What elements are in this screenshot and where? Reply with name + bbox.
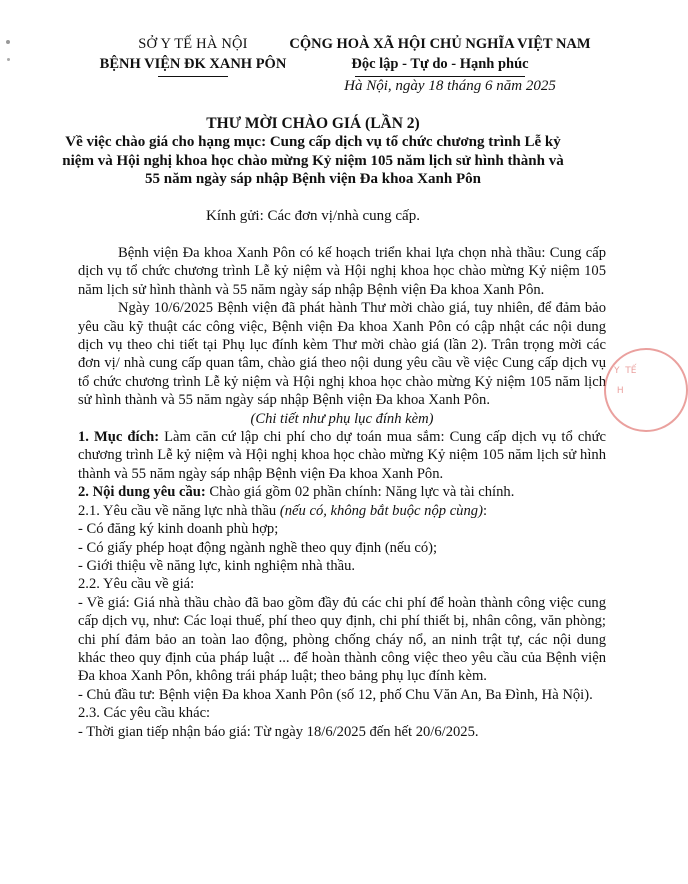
- scan-mark: [6, 40, 10, 44]
- seal-lettering: Y TẾ H: [614, 366, 637, 396]
- national-header: [272, 34, 608, 77]
- section-text: Làm căn cứ lập chi phí cho dự toán mua sắm: Cung cấp dịch vụ tổ chức chương trình Lễ kỷ niệm và Hội nghị khoa học chào mừng Kỷ niệm 105 năm lịch sử hình thành và 55 năm ngày sáp nhập Bệnh viện Đa khoa Xanh Pôn.: [78, 429, 606, 482]
- section-heading: 1. Mục đích:: [78, 429, 160, 446]
- list-item: - Có giấy phép hoạt động ngành nghề theo quy định (nếu có);: [78, 539, 438, 556]
- national-motto: Độc lập - Tự do - Hạnh phúc: [351, 56, 529, 72]
- section-heading: 2. Nội dung yêu cầu:: [78, 484, 206, 501]
- document-subject: Về việc chào giá cho hạng mục: Cung cấp dịch vụ tổ chức chương trình Lễ kỷ niệm và Hội nghị khoa học chào mừng Kỷ niệm 105 năm lịch sử hình thành và 55 năm ngày sáp nhập Bệnh viện Đa khoa Xanh Pôn: [62, 134, 564, 187]
- list-item: - Giới thiệu về năng lực, kinh nghiệm nhà thầu.: [78, 557, 356, 574]
- list-item: - Chủ đầu tư: Bệnh viện Đa khoa Xanh Pôn (số 12, phố Chu Văn An, Ba Đình, Hà Nội).: [78, 686, 593, 703]
- header-underline: [158, 76, 228, 77]
- red-seal-stamp: [604, 348, 688, 432]
- scan-mark: [7, 58, 10, 61]
- paragraph-update: Ngày 10/6/2025 Bệnh viện đã phát hành Thư mời chào giá, tuy nhiên, để đảm bảo yêu cầu kỹ thuật các công việc, Bệnh viện Đa khoa Xanh Pôn có cập nhật các nội dung dịch vụ theo chi tiết tại Phụ lục đính kèm Thư mời chào giá (lần 2). Trân trọng mời các đơn vị/ nhà cung cấp quan tâm, chào giá theo nội dung yêu cầu về việc Cung cấp dịch vụ tổ chức chương trình Lễ kỷ niệm và Hội nghị khoa học chào mừng Kỷ niệm 105 năm lịch sử hình thành và 55 năm ngày sáp nhập Bệnh viện Đa khoa Xanh Pôn.: [78, 300, 606, 409]
- list-item: - Thời gian tiếp nhận báo giá: Từ ngày 18/6/2025 đến hết 20/6/2025.: [78, 723, 479, 740]
- list-item: - Có đăng ký kinh doanh phù hợp;: [78, 521, 279, 538]
- issuer-hospital: BỆNH VIỆN ĐK XANH PÔN: [99, 56, 287, 72]
- paragraph-intro: Bệnh viện Đa khoa Xanh Pôn có kế hoạch triển khai lựa chọn nhà thầu: Cung cấp dịch vụ tổ chức chương trình Lễ kỷ niệm và Hội nghị khoa học chào mừng Kỷ niệm 105 năm lịch sử hình thành và 55 năm ngày sáp nhập Bệnh viện Đa khoa Xanh Pôn.: [78, 245, 606, 298]
- document-title: THƯ MỜI CHÀO GIÁ (LẦN 2): [206, 115, 420, 132]
- subsection-heading: 2.1. Yêu cầu về năng lực nhà thầu: [78, 502, 280, 519]
- issuer-department: SỞ Y TẾ HÀ NỘI: [138, 36, 248, 52]
- national-title: CỘNG HOÀ XÃ HỘI CHỦ NGHĨA VIỆT NAM: [289, 36, 591, 52]
- motto-underline: [355, 76, 525, 77]
- document-body: [78, 244, 606, 741]
- section-purpose: [78, 428, 606, 483]
- subsection-colon: :: [482, 502, 487, 519]
- subsection-capacity: [78, 502, 606, 520]
- appendix-note: (Chi tiết như phụ lục đính kèm): [250, 410, 434, 427]
- section-text: Chào giá gồm 02 phần chính: Năng lực và tài chính.: [205, 484, 515, 501]
- subsection-note: (nếu có, không bắt buộc nộp cùng): [279, 502, 483, 519]
- section-requirements: [78, 483, 606, 501]
- subsection-price-heading: 2.2. Yêu cầu về giá:: [78, 576, 195, 593]
- list-item: - Về giá: Giá nhà thầu chào đã bao gồm đầy đủ các chi phí để hoàn thành công việc cung cấp dịch vụ, như: Các loại thuế, phí theo quy định, chi phí thiết bị, nhân công, văn phòng; chi phí đảm bảo an toàn lao động, phòng chống cháy nổ, an ninh trật tự, các nội dung khác theo quy định của pháp luật ... để hoàn thành công việc theo yêu cầu của Bệnh viện Đa khoa Xanh Pôn, không trái pháp luật; theo bảng phụ lục đính kèm.: [78, 594, 606, 685]
- subsection-other-heading: 2.3. Các yêu cầu khác:: [78, 705, 211, 722]
- greeting: Kính gửi: Các đơn vị/nhà cung cấp.: [206, 208, 420, 224]
- document-date: Hà Nội, ngày 18 tháng 6 năm 2025: [344, 78, 556, 94]
